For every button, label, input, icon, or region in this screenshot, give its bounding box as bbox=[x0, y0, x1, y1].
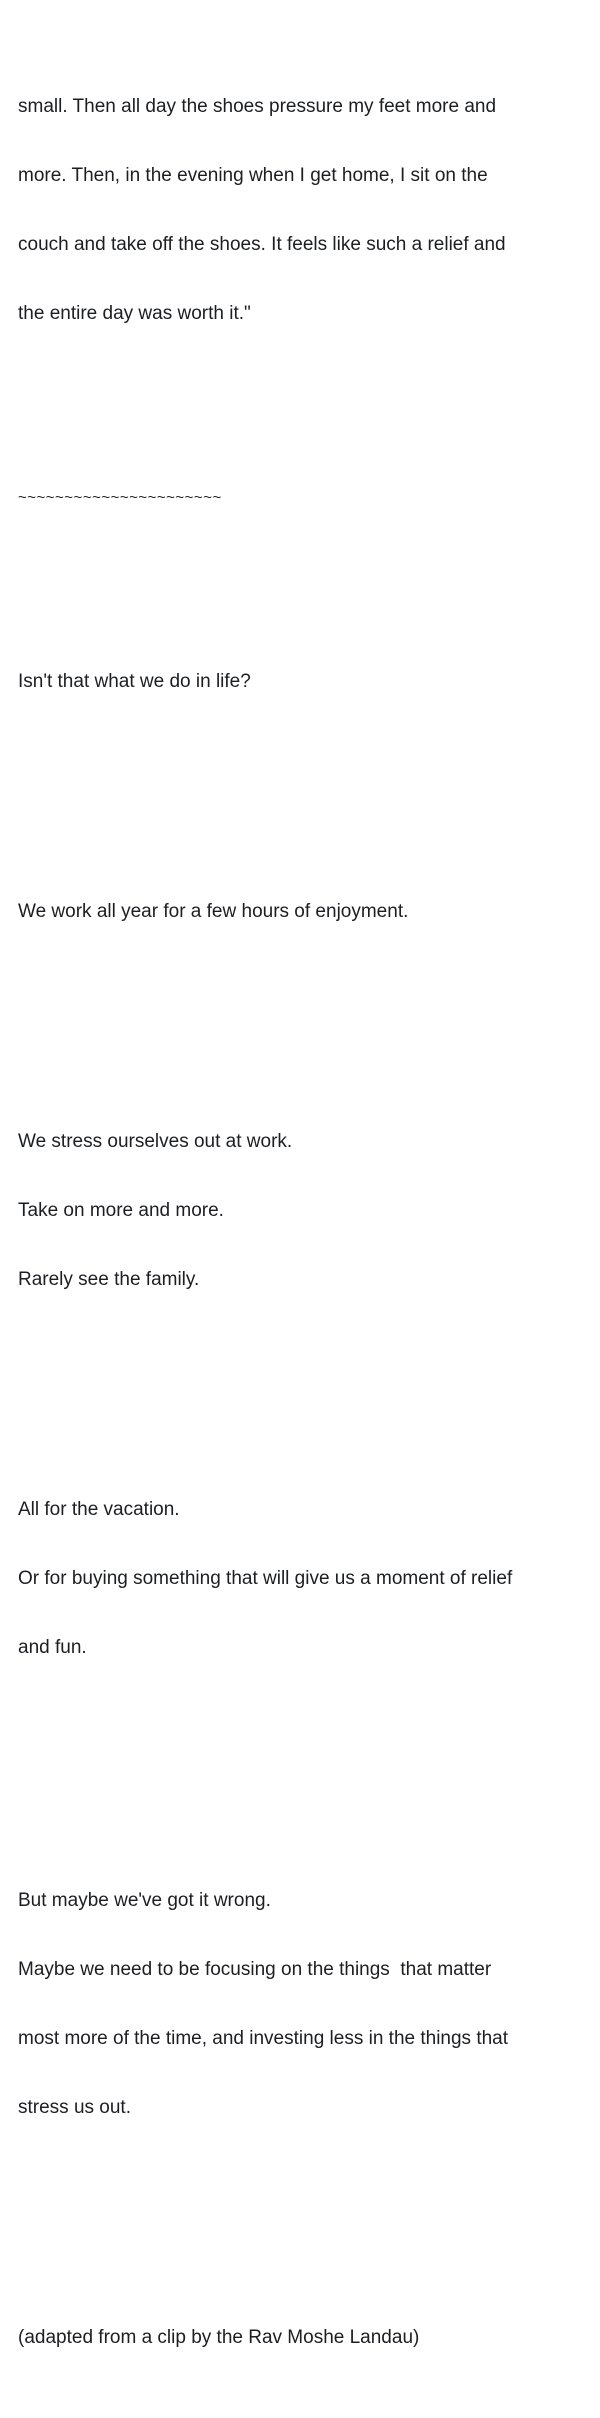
text-line: couch and take off the shoes. It feels like such a relief and bbox=[18, 234, 506, 255]
text-line: small. Then all day the shoes pressure my feet more and bbox=[18, 96, 497, 117]
text-line: Isn't that what we do in life? bbox=[18, 671, 251, 692]
text-line: We stress ourselves out at work. bbox=[18, 1131, 293, 1152]
spacer bbox=[18, 1751, 588, 1797]
tilde-divider: ~~~~~~~~~~~~~~~~~~~~~~ bbox=[18, 489, 222, 506]
paragraph-work bbox=[18, 854, 588, 969]
text-line: the entire day was worth it." bbox=[18, 303, 251, 324]
text-line: most more of the time, and investing less in the things that bbox=[18, 2028, 509, 2049]
text-line: But maybe we've got it wrong. bbox=[18, 1890, 271, 1911]
text-line: All for the vacation. bbox=[18, 1499, 180, 1520]
post-body bbox=[18, 3, 588, 2418]
text-line: Maybe we need to be focusing on the things that matter bbox=[18, 1959, 492, 1980]
spacer bbox=[18, 555, 588, 578]
text-line: stress us out. bbox=[18, 2097, 131, 2118]
paragraph-attribution bbox=[18, 2280, 588, 2395]
text-line: Take on more and more. bbox=[18, 1200, 224, 1221]
spacer bbox=[18, 2211, 588, 2234]
paragraph-stress bbox=[18, 1084, 588, 1337]
text-line: We work all year for a few hours of enjoyment. bbox=[18, 901, 409, 922]
text-line: and fun. bbox=[18, 1637, 87, 1658]
text-line: Or for buying something that will give us a moment of relief bbox=[18, 1568, 513, 1589]
text-line: more. Then, in the evening when I get home, I sit on the bbox=[18, 165, 488, 186]
paragraph-vacation bbox=[18, 1452, 588, 1705]
paragraph-conclusion bbox=[18, 1843, 588, 2165]
text-line: Rarely see the family. bbox=[18, 1269, 200, 1290]
spacer bbox=[18, 1015, 588, 1038]
attribution-text: (adapted from a clip by the Rav Moshe Landau) bbox=[18, 2327, 420, 2348]
spacer bbox=[18, 1383, 588, 1406]
spacer bbox=[18, 785, 588, 808]
paragraph-question bbox=[18, 624, 588, 739]
spacer bbox=[18, 417, 588, 440]
paragraph-story-end bbox=[18, 49, 588, 371]
